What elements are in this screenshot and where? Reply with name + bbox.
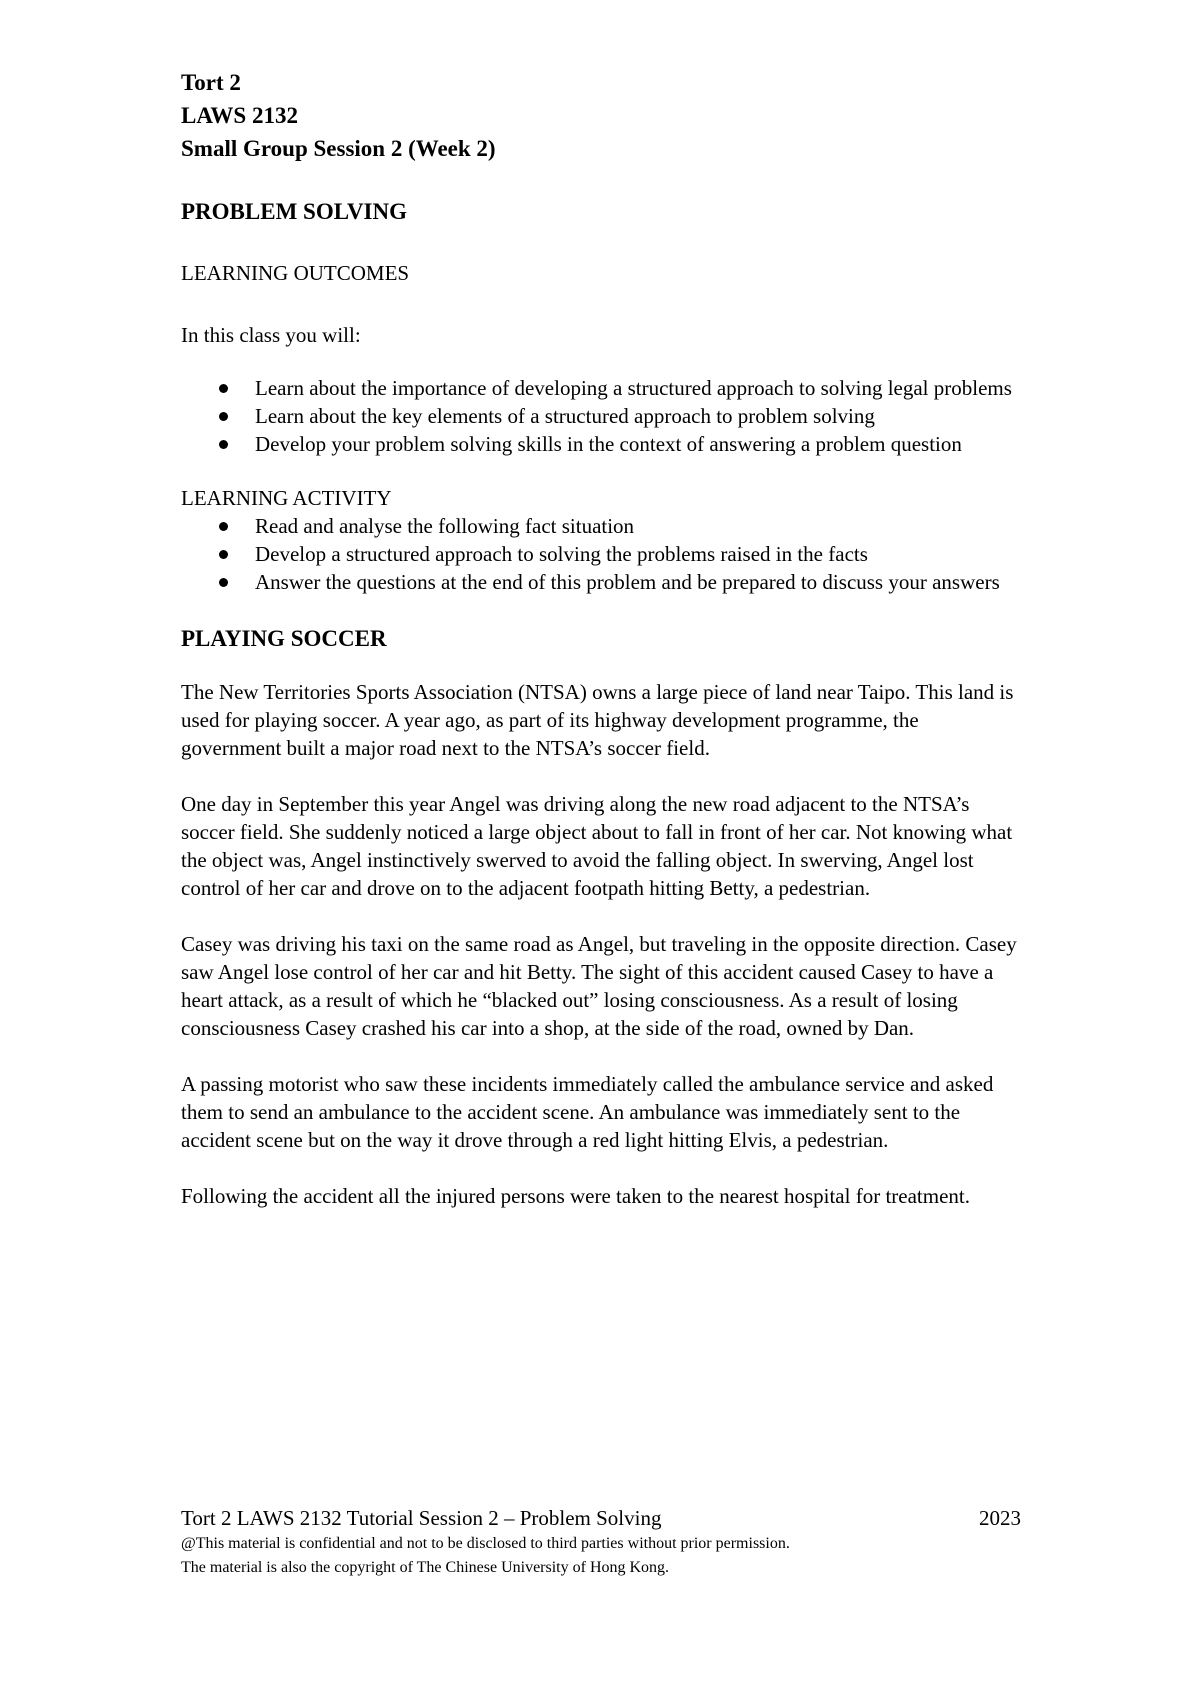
problem-solving-title: PROBLEM SOLVING <box>181 199 408 224</box>
course-name: Tort 2 <box>181 70 241 95</box>
fact-paragraph-1: The New Territories Sports Association (NTSA) owns a large piece of land near Taipo. This land is used for playing soccer. A year ago, as part of its highway development programme, the government built a major road next to the NTSA’s soccer field. <box>181 680 1014 760</box>
bullet-icon <box>219 440 228 449</box>
session-title: Small Group Session 2 (Week 2) <box>181 136 496 161</box>
footer-title: Tort 2 LAWS 2132 Tutorial Session 2 – Problem Solving <box>181 1506 662 1530</box>
bullet-icon <box>219 550 228 559</box>
playing-soccer-title: PLAYING SOCCER <box>181 626 387 651</box>
footer-year: 2023 <box>979 1506 1021 1530</box>
document-body <box>181 66 1021 1210</box>
list-item: Learn about the importance of developing a structured approach to solving legal problems <box>181 374 1021 402</box>
list-item: Develop your problem solving skills in the context of answering a problem question <box>181 430 1021 458</box>
document-header <box>181 66 1021 165</box>
bullet-icon <box>219 412 228 421</box>
outcomes-list <box>181 374 1021 458</box>
fact-paragraph-3: Casey was driving his taxi on the same road as Angel, but traveling in the opposite direction. Casey saw Angel lose control of her car and hit Betty. The sight of this accident caused Casey to have a heart attack, as a result of which he “blacked out” losing consciousness. As a result of losing consciousness Casey crashed his car into a shop, at the side of the road, owned by Dan. <box>181 932 1017 1040</box>
bullet-icon <box>219 578 228 587</box>
fact-paragraph-4: A passing motorist who saw these incidents immediately called the ambulance service and asked them to send an ambulance to the accident scene. An ambulance was immediately sent to the accident scene but on the way it drove through a red light hitting Elvis, a pedestrian. <box>181 1072 994 1152</box>
list-item: Answer the questions at the end of this problem and be prepared to discuss your answers <box>181 568 1021 596</box>
learning-activity-label: LEARNING ACTIVITY <box>181 486 392 510</box>
learning-outcomes-label: LEARNING OUTCOMES <box>181 261 410 285</box>
outcomes-intro: In this class you will: <box>181 323 361 347</box>
fact-paragraph-2: One day in September this year Angel was driving along the new road adjacent to the NTSA’s soccer field. She suddenly noticed a large object about to fall in front of her car. Not knowing what the object was, Angel instinctively swerved to avoid the falling object. In swerving, Angel lost control of her car and drove on to the adjacent footpath hitting Betty, a pedestrian. <box>181 792 1013 900</box>
fact-paragraph-5: Following the accident all the injured persons were taken to the nearest hospital for treatment. <box>181 1184 970 1208</box>
bullet-icon <box>219 384 228 393</box>
course-code: LAWS 2132 <box>181 103 298 128</box>
list-item: Read and analyse the following fact situation <box>181 512 1021 540</box>
confidentiality-notice: @This material is confidential and not to be disclosed to third parties without prior permission. <box>181 1535 790 1552</box>
list-item: Learn about the key elements of a structured approach to problem solving <box>181 402 1021 430</box>
page-footer <box>181 1504 1021 1580</box>
list-item: Develop a structured approach to solving the problems raised in the facts <box>181 540 1021 568</box>
copyright-notice: The material is also the copyright of The Chinese University of Hong Kong. <box>181 1559 670 1576</box>
activities-list <box>181 512 1021 596</box>
footer-row <box>181 1504 1021 1532</box>
bullet-icon <box>219 522 228 531</box>
